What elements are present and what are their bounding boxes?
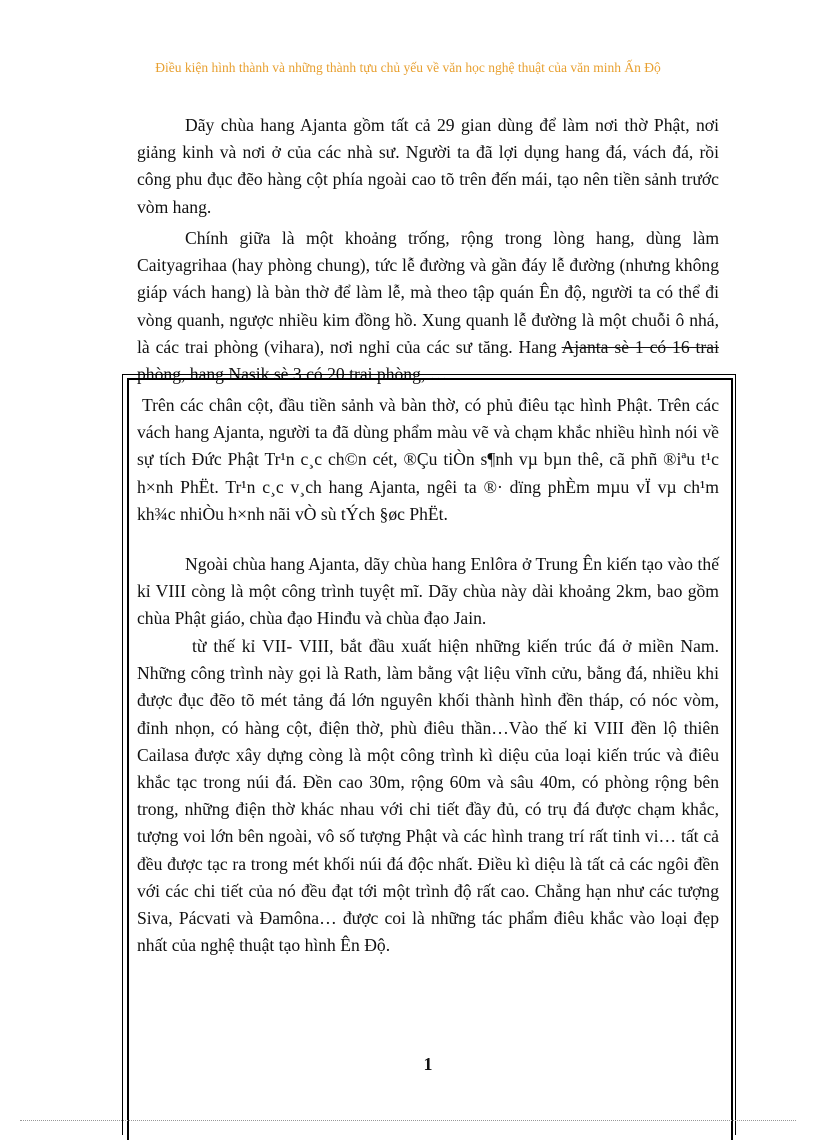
- struck-through-text: Ajanta sè 1 có 16 trai phòng, hang Nasik sè 3 có 20 trai phòng, …: [137, 336, 719, 385]
- paragraph-ellora: Ngoài chùa hang Ajanta, dãy chùa hang Enlôra ở Trung Ên kiến tạo vào thế kỉ VIII còng là một công trình tuyệt mĩ. Dãy chùa này dài khoảng 2km, bao gồm chùa Phật giáo, chùa đạo Hinđu và chùa đạo Jain.: [137, 554, 719, 629]
- paragraph-garbled-encoding: Trên các chân cột, đầu tiền sảnh và bàn thờ, có phủ điêu tạc hình Phật. Trên các vách hang Ajanta, người ta đã dùng phẩm màu vẽ và chạm khắc nhiều hình nói về sự tích Đức Phật Tr¹n c¸c ch©n cét, ®Çu tiÒn s¶nh vµ bµn thê, cã phñ ®iªu t¹c h×nh PhËt. Tr¹n c¸c v¸ch hang Ajanta, ngêi ta ®· dïng phÈm mµu vÏ vµ ch¹m kh¾c nhiÒu h×nh nãi vÒ sù tÝch §øc PhËt.: [137, 395, 719, 524]
- paragraph-caityagriha: [137, 225, 719, 388]
- page-header: Điều kiện hình thành và những thành tựu chủ yếu về văn học nghệ thuật của văn minh Ấn Độ: [155, 60, 661, 75]
- paragraph-rath-cailasa: từ thế kỉ VII- VIII, bắt đầu xuất hiện những kiến trúc đá ở miền Nam. Những công trình này gọi là Rath, làm bằng vật liệu vĩnh cửu, bằng đá, nhiều khi được đục đẽo tõ mét tảng đá lớn nguyên khối thành hình đền tháp, có nóc vòm, đỉnh nhọn, có hàng cột, điện thờ, phù điêu thần…Vào thế kỉ VIII đền lộ thiên Cailasa được xây dựng còng là một công trình kì diệu của loại kiến trúc và điêu khắc tạc trong núi đá. Đền cao 30m, rộng 60m và sâu 40m, có phòng rộng bên trong, những điện thờ khác nhau với chi tiết đầy đủ, có trụ đá được chạm khắc, tượng voi lớn bên ngoài, vô số tượng Phật và các hình trang trí rất tinh vi… tất cả đều được tạc ra trong mét khối núi đá độc nhất. Điều kì diệu là tất cả các ngôi đền với các chi tiết của nó đều đạt tới một trình độ rất cao. Chẳng hạn như các tượng Siva, Pácvati và Đamôna… được coi là những tác phẩm điêu khắc vào loại đẹp nhất của nghệ thuật tạo hình Ên Độ.: [137, 636, 719, 956]
- bottom-dotted-rule: [20, 1120, 796, 1121]
- page-number: 1: [423, 1054, 433, 1074]
- paragraph-caityagriha-text: Chính giữa là một khoảng trống, rộng trong lòng hang, dùng làm Caityagrihaa (hay phòng chung), tức lễ đường và gần đáy lễ đường (nhưng không giáp vách hang) là bàn thờ để làm lễ, mà theo tập quán Ên độ, người ta có thể đi vòng quanh, ngược nhiều kim đồng hồ. Xung quanh lễ đường là một chuỗi ô nhá, là các trai phòng (vihara), nơi nghỉ của các sư tăng. Hang: [137, 228, 719, 357]
- paragraph-ajanta-intro: Dãy chùa hang Ajanta gồm tất cả 29 gian dùng để làm nơi thờ Phật, nơi giảng kinh và nơi ở của các nhà sư. Người ta đã lợi dụng hang đá, vách đá, rồi công phu đục đẽo hàng cột phía ngoài cao tõ trên đến mái, tạo nên tiền sảnh trước vòm hang.: [137, 115, 719, 217]
